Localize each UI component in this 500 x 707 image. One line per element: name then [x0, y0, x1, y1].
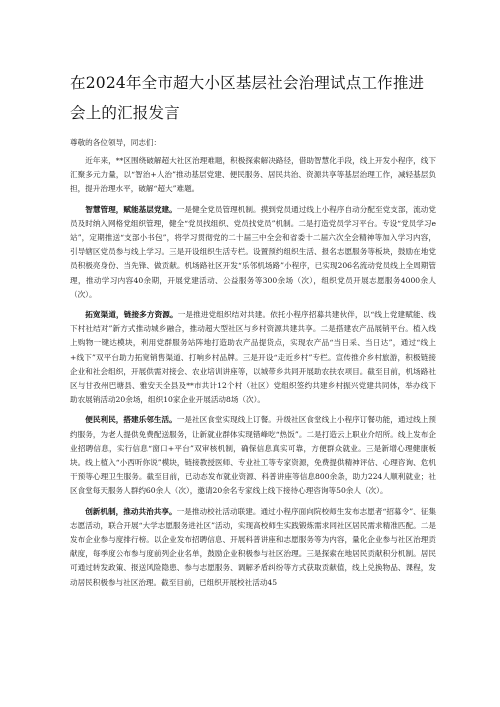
paragraph-intro — [70, 154, 436, 197]
paragraph-livelihood — [70, 413, 436, 498]
paragraph-text: 一是健全党员管理机制。摸到党员通过线上小程序自动分配至党支部，流动党员及时纳入网格党组织管理，健全“党员找组织、党员找党员”机制。二是打造党员学习平台。专设“党员学习e站”，定期推送“支部小书包”，将学习贯彻党的二十届三中全会和省委十二届六次全会精神等加入学习内容，引导辖区党员参与线上学习。三是开设组织生活专栏。设置预约组织生活、报名志愿服务等板块，鼓励在地党员积极亮身份、当先锋、做贡献。机场路社区开发“乐邻机场路”小程序，已实现206名流动党员线上全周期管理，推动学习内容40余期，开展党建活动、公益服务等300余场（次），组织党员开展志愿服务4000余人（次）。 — [70, 204, 437, 299]
paragraph-party-building — [70, 203, 436, 302]
paragraph-text: 一是推动校社活动联建。通过小程序面向院校师生发布志愿者“招募令”、征集志愿活动，联合开展“大学志愿服务进社区”活动，实现高校师生实践锻炼需求同社区居民需求精准匹配。二是发布企业参与度排行榜。以企业发布招聘信息、开展科普讲座和志愿服务等为内容，量化企业参与社区治理贡献度，每季度公布参与度前列企业名单，鼓励企业积极参与社区治理。三是探索在地居民贡献积分机制。居民可通过转发政策、报送风险隐患、参与志愿服务、调解矛盾纠纷等方式获取贡献值，线上兑换物品、课程，发动居民积极参与社区治理。截至目前，已组织开展校社活动45 — [70, 506, 437, 587]
paragraph-lead: 智慧管理，赋能基层党建。 — [85, 204, 177, 214]
paragraph-text: 近年来，**区围绕破解超大社区治理难题，积极探索解决路径，借助智慧化手段，线上开发小程序，线下汇聚多元力量，以“智治+人治”推动基层党建、便民服务、居民共治、资源共享等基层治理工作，减轻基层负担，提升治理水平，破解“超大”难题。 — [70, 156, 436, 194]
paragraph-resources — [70, 308, 436, 407]
document-title: 在2024年全市超大小区基层社会治理试点工作推进会上的汇报发言 — [70, 74, 425, 122]
paragraph-lead: 便民利民，搭建乐邻生活。 — [85, 415, 177, 425]
paragraph-text: 一是推进党组织结对共建。依托小程序招募共建伙伴，以“线上党建赋能、线下村社结对”新方式推动城乡融合，推动超大型社区与乡村资源共建共享。二是搭建农产品展销平台。植入线上购物一键达模块，利用党群服务站阵地打造助农产品提货点，实现农产品“当日采、当日达”，通过“线上+线下”双平台助力拓宽销售渠道、打响乡村品牌。三是开设“走近乡村”专栏。宣传推介乡村旅游，积极链接企业和社会组织，开展供需对接会、农业培训讲座等，以城带乡共同开展助农扶农项目。截至目前，机场路社区与甘孜州巴塘县、雅安天全县及**市共计12个村（社区）党组织签约共建乡村振兴党建共同体，举办线下助农展销活动20余场，组织10家企业开展活动8场（次）。 — [70, 310, 436, 405]
paragraph-lead: 创新机制，推动共治共享。 — [85, 506, 177, 516]
paragraph-co-governance — [70, 505, 436, 590]
paragraph-text: 一是社区食堂实现线上订餐。升级社区食堂线上小程序订餐功能，通过线上预约服务，为老人提供免费配送服务，让新就业群体实现错峰吃“热饭”。二是打造云上职业介绍所。线上发布企业招聘信息，实行信息“窗口+平台”双审核机制，确保信息真实可靠，方便群众就业。三是新增心理健康板块。线上植入“小西听你说”模块，链接教授医师、专业社工等专家资源，免费提供精神评估、心理咨询、危机干预等心理卫生服务。截至目前，已动态发布就业资源、科普讲座等信息800余条，助力224人顺利就业；社区食堂每天服务人群约60余人（次），邀请20余名专家线上线下接待心理咨询等50余人（次）。 — [70, 415, 437, 496]
paragraph-lead: 拓宽渠道，链接多方资源。 — [85, 310, 178, 320]
salutation: 尊敬的各位领导，同志们： — [70, 138, 162, 147]
